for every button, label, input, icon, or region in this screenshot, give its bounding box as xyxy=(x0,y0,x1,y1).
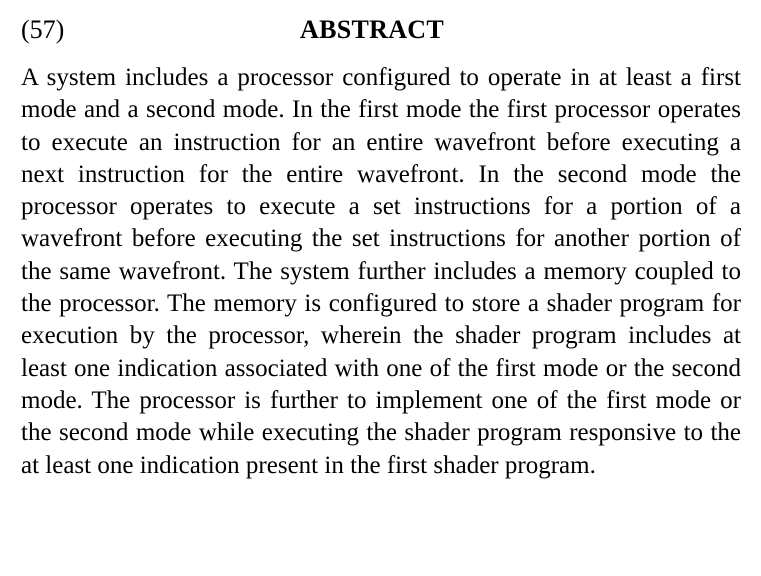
abstract-header xyxy=(21,10,741,50)
section-number: (57) xyxy=(21,15,65,44)
abstract-body: A system includes a processor configured to operate in at least a first mode and a second mode. In the first mode the first processor operates to execute an instruction for an entire wavefront before executing a next instruction for the entire wavefront. In the second mode the processor operates to execute a set instructions for a portion of a wavefront before executing the set instructions for another portion of the same wavefront. The system further includes a memory coupled to the processor. The memory is configured to store a shader program for execution by the processor, wherein the shader program includes at least one indication associated with one of the first mode or the second mode. The processor is further to implement one of the first mode or the second mode while executing the shader program responsive to the at least one indication present in the first shader program. xyxy=(21,64,741,479)
section-title: ABSTRACT xyxy=(300,15,444,44)
patent-abstract-page xyxy=(21,10,741,482)
